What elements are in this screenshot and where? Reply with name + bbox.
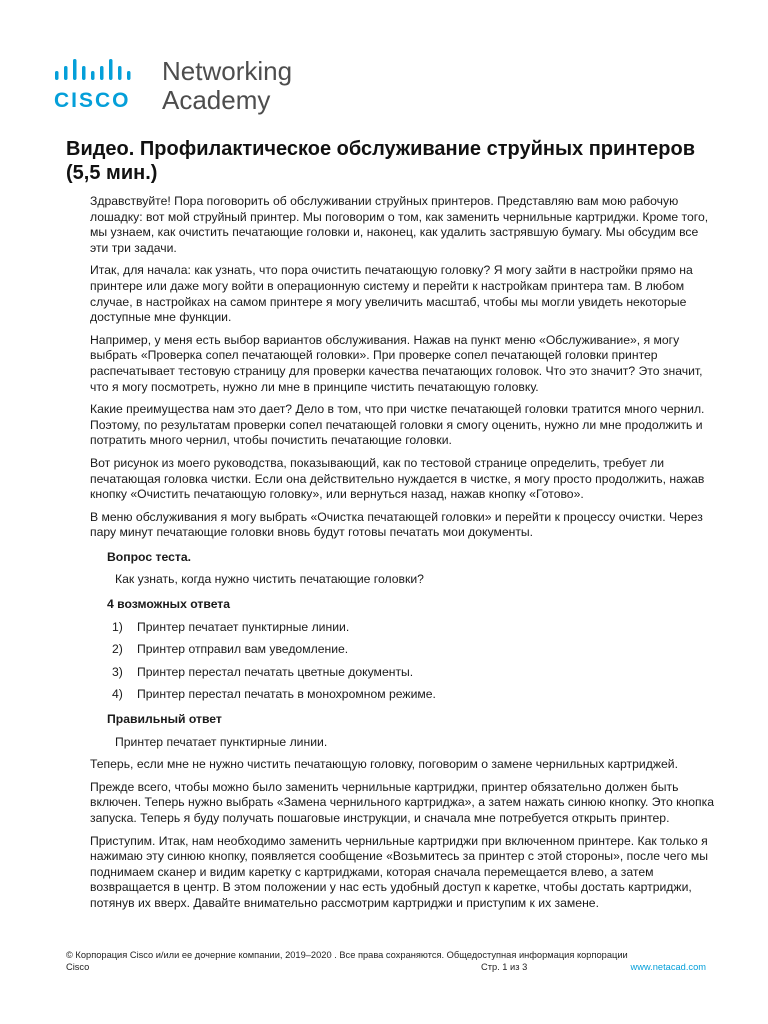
- cisco-networking-academy-logo: [54, 56, 314, 116]
- paragraph: В меню обслуживания я могу выбрать «Очистка печатающей головки» и перейти к процессу очистки. Через пару минут печатающие головки вновь будут готовы печатать мои документы.: [90, 509, 703, 540]
- page-number: Стр. 1 из 3: [481, 962, 528, 972]
- list-item: [112, 665, 720, 681]
- answer-number: 1): [112, 619, 123, 634]
- paragraph: Какие преимущества нам это дает? Дело в том, что при чистке печатающей головки тратится много чернил. Поэтому, по результатам проверки сопел печатающей головки я смогу оценить, нужно ли мне продолжить и потратить много чернил, чтобы почистить печатающие головки.: [90, 402, 705, 448]
- document-body: [90, 194, 720, 919]
- answer-number: 2): [112, 642, 123, 657]
- page-footer: [66, 949, 706, 973]
- quiz-question: Как узнать, когда нужно чистить печатающие головки?: [115, 572, 424, 587]
- paragraph: Например, у меня есть выбор вариантов обслуживания. Нажав на пункт меню «Обслуживание», я могу выбрать «Проверка сопел печатающей головки». При проверке сопел печатающей головки принтер распечатывает тестовую страницу для проверки качества печатающих головок. Что это значит? Это значит, что я могу посмотреть, нужно ли мне в принципе чистить печатающую головку.: [90, 332, 703, 394]
- list-item: [112, 687, 720, 703]
- list-item: [112, 620, 720, 636]
- paragraph: Прежде всего, чтобы можно было заменить чернильные картриджи, принтер обязательно должен быть включен. Теперь нужно выбрать «Замена чернильного картриджа», а затем нажать синюю кнопку. Это кнопка запуска. Теперь я буду получать пошаговые инструкции, и сначала мне потребуется открыть принтер.: [90, 779, 714, 825]
- answer-number: 4): [112, 687, 123, 702]
- paragraph: Вот рисунок из моего руководства, показывающий, как по тестовой странице определить, требует ли печатающая головка чистки. Если она действительно нуждается в чистке, я могу просто продолжить, нажав кнопку «Очистить печатающую головку», или вернуться назад, нажав кнопку «Готово».: [90, 455, 705, 502]
- paragraph: Итак, для начала: как узнать, что пора очистить печатающую головку? Я могу зайти в настройки прямо на принтере или даже могу войти в операционную систему и перейти к настройкам принтера там. В любом случае, в настройках на самом принтере я могу увеличить масштаб, чтобы мы могли увидеть некоторые доступные мне функции.: [90, 263, 693, 325]
- answer-number: 3): [112, 664, 123, 679]
- copyright-notice: © Корпорация Cisco и/или ее дочерние компании, 2019–2020 . Все права сохраняются. Общедоступная информация корпорации: [66, 950, 628, 960]
- paragraph: Здравствуйте! Пора поговорить об обслуживании струйных принтеров. Представляю вам мою рабочую лошадку: вот мой струйный принтер. Мы поговорим о том, как заменить чернильные картриджи. Кроме того, мы узнаем, как очистить печатающие головки и, наконец, как удалить застрявшую бумагу. Мы обсудим все эти три задачи.: [90, 194, 709, 255]
- footer-row: [66, 961, 706, 973]
- netacad-link[interactable]: www.netacad.com: [630, 962, 706, 972]
- answer-text: Принтер перестал печатать в монохромном режиме.: [137, 687, 436, 702]
- footer-company: Cisco: [66, 962, 90, 972]
- correct-answer-heading: Правильный ответ: [107, 712, 222, 727]
- answer-text: Принтер перестал печатать цветные документы.: [137, 664, 414, 679]
- academy-name-line1: Networking: [162, 56, 293, 86]
- paragraph: Теперь, если мне не нужно чистить печатающую головку, поговорим о замене чернильных картриджей.: [90, 757, 678, 772]
- cisco-wordmark: CISCO: [54, 89, 131, 112]
- list-item: [112, 642, 720, 658]
- answers-list: [90, 620, 720, 703]
- academy-name-line2: Academy: [162, 85, 271, 115]
- paragraph: Приступим. Итак, нам необходимо заменить чернильные картриджи при включенном принтере. Как только я нажимаю эту синюю кнопку, появляется сообщение «Возьмитесь за принтер с этой стороны», после чего мы поднимаем сканер и видим каретку с картриджами, которая сначала перемещается влево, а затем возвращается в центр. В этом положении у нас есть удобный доступ к каретке, чтобы достать картриджи, потянув их вверх. Давайте внимательно рассмотрим картриджи и приступим к их замене.: [90, 833, 708, 910]
- answer-text: Принтер отправил вам уведомление.: [137, 642, 349, 657]
- answers-heading: 4 возможных ответа: [107, 597, 231, 612]
- correct-answer: Принтер печатает пунктирные линии.: [115, 734, 328, 749]
- document-title: Видео. Профилактическое обслуживание струйных принтеров (5,5 мин.): [66, 138, 696, 184]
- academy-name: [162, 57, 292, 115]
- quiz-heading: Вопрос теста.: [107, 549, 191, 564]
- answer-text: Принтер печатает пунктирные линии.: [137, 619, 350, 634]
